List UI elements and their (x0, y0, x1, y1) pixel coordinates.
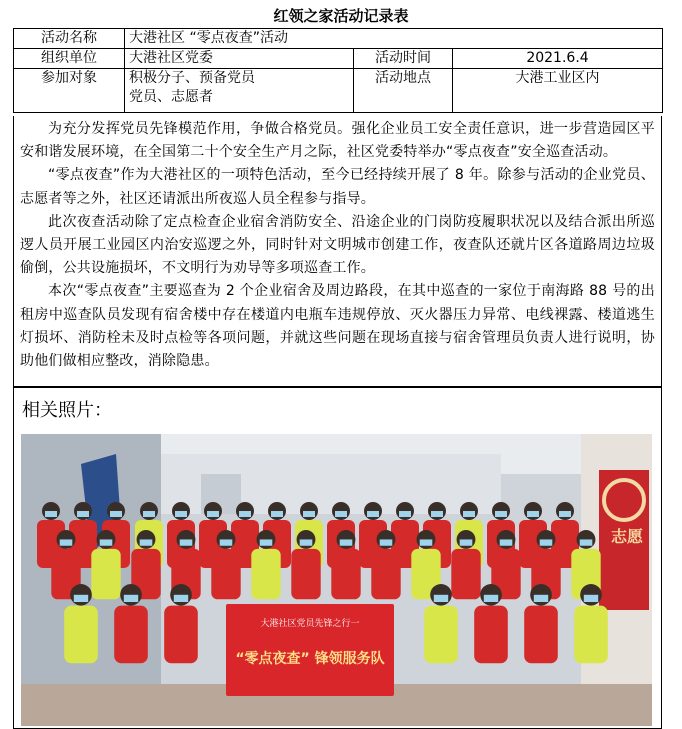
organizer-label: 组织单位 (14, 49, 125, 69)
info-table (13, 28, 663, 113)
place-value: 大港工业区内 (453, 69, 663, 113)
time-label: 活动时间 (354, 49, 453, 69)
photo-section-label: 相关照片： (22, 400, 112, 421)
paragraph-3: 此次夜查活动除了定点检查企业宿舍消防安全、沿途企业的门岗防疫履职状况以及结合派出所巡逻人员开展工业园区内治安巡逻之外，同时针对文明城市创建工作，夜查队还就片区各道路周边垃圾偷倒，公共设施损坏，不文明行为劝导等多项巡查工作。 (20, 213, 655, 277)
banner-small-text: 大港社区党员先锋之行一 (260, 619, 360, 629)
banner-main-text: “零点夜查” 锋领服务队 (235, 651, 385, 667)
paragraph-1: 为充分发挥党员先锋模范作用，争做合格党员。强化企业员工安全责任意识，进一步营造园区平安和谐发展环境，在全国第二十个安全生产月之际，社区党委特举办“零点夜查”安全巡查活动。 (20, 121, 655, 161)
photo-section (13, 387, 662, 729)
participants-line-1: 积极分子、预备党员 (129, 70, 255, 86)
paragraph-4: 本次“零点夜查”主要巡查为 2 个企业宿舍及周边路段，在其中巡查的一家位于南海路 88 号的出租房中巡查队员发现有宿舍楼中存在楼道内电瓶车违规停放、灭火器压力异常、电线裸露、楼道逃生灯损坏、消防栓未及时点检等各项问题，并就这些问题在现场直接与宿舍管理员负责人进行说明，协助他们做相应整改，消除隐患。 (20, 283, 655, 370)
group-photo-illustration (21, 434, 652, 726)
organizer-value: 大港社区党委 (125, 49, 354, 69)
activity-name-label: 活动名称 (14, 29, 125, 49)
place-label: 活动地点 (354, 69, 453, 113)
activity-name-value: 大港社区 “零点夜查”活动 (125, 29, 663, 49)
team-banner (226, 604, 394, 696)
group-photo (21, 434, 652, 726)
participants-line-2: 党员、志愿者 (129, 89, 213, 105)
document-title: 红领之家活动记录表 (273, 7, 409, 25)
wall-sign-text: 志愿 (611, 527, 644, 546)
participants-value (125, 69, 354, 113)
participants-label: 参加对象 (14, 69, 125, 113)
activity-description (13, 116, 662, 387)
time-value: 2021.6.4 (453, 49, 663, 69)
paragraph-2: “零点夜查”作为大港社区的一项特色活动，至今已经持续开展了 8 年。除参与活动的企业党员、志愿者等之外，社区还请派出所夜巡人员全程参与指导。 (20, 167, 655, 207)
